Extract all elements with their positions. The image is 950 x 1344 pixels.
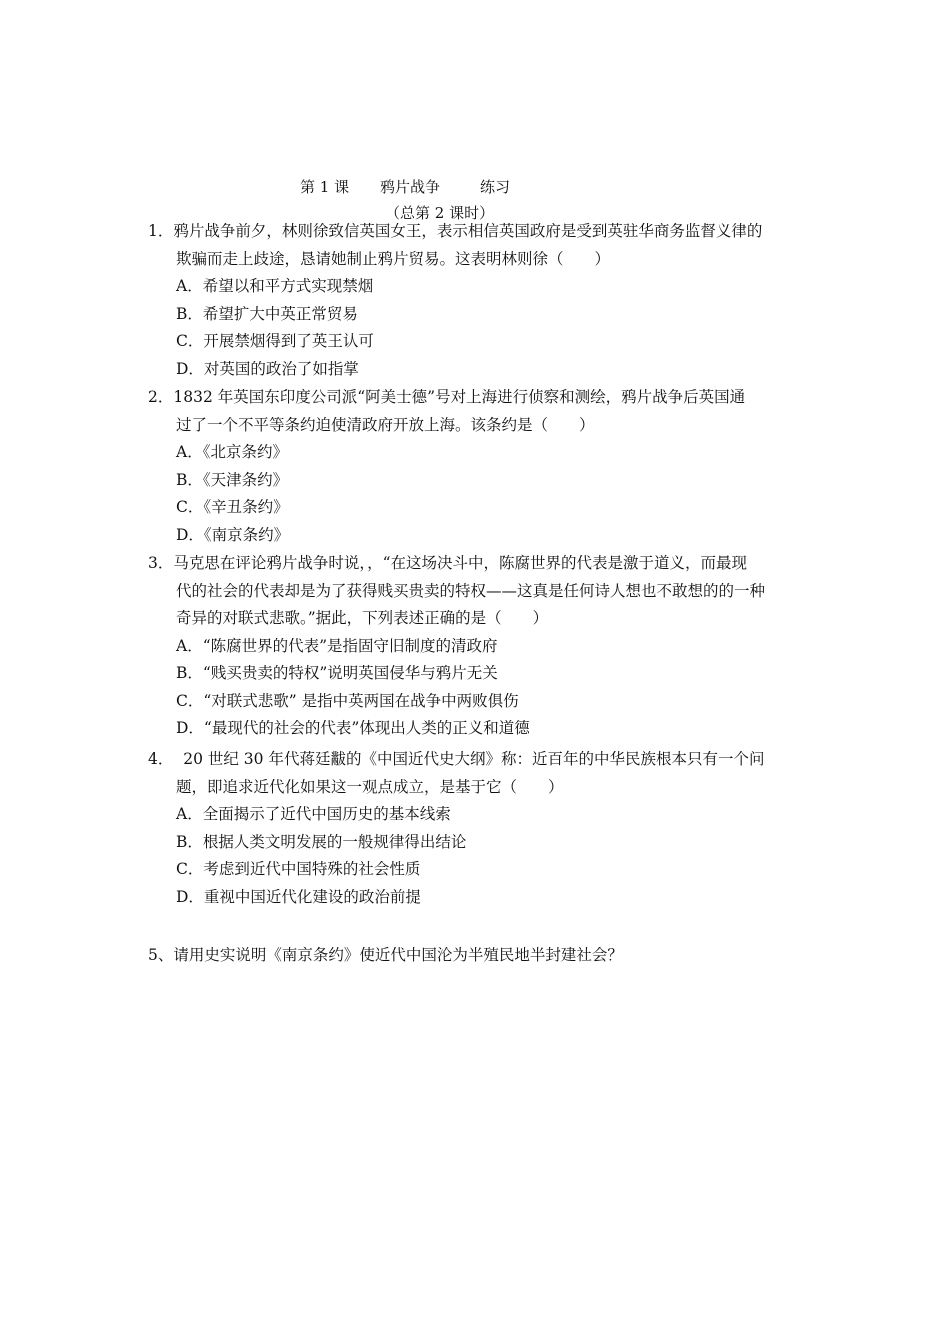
question-4 [148, 746, 818, 911]
question-4-stem: 4． 20 世纪 30 年代蒋廷黻的《中国近代史大纲》称：近百年的中华民族根本只有一个问 [148, 750, 765, 768]
option-b: B．《天津条约》 [176, 470, 289, 489]
question-3-stem-cont-2: 奇异的对联式悲歌。”据此，下列表述正确的是（ ） [176, 609, 549, 627]
question-1 [148, 218, 818, 383]
lesson-type: 练习 [480, 178, 511, 196]
option-b: B．“贱买贵卖的特权”说明英国侵华与鸦片无关 [176, 664, 498, 682]
option-c: C．开展禁烟得到了英王认可 [176, 332, 374, 350]
question-5: 5、请用史实说明《南京条约》使近代中国沦为半殖民地半封建社会？ [148, 946, 623, 964]
option-c: C．“对联式悲歌” 是指中英两国在战争中两败俱伤 [176, 691, 519, 710]
question-2-stem: 2．1832 年英国东印度公司派“阿美士德”号对上海进行侦察和测绘，鸦片战争后英国通 [148, 388, 746, 406]
option-a: A．《北京条约》 [176, 443, 288, 461]
question-3-stem-cont: 代的社会的代表却是为了获得贱买贵卖的特权——这真是任何诗人想也不敢想的的一种 [176, 581, 766, 600]
option-a: A．全面揭示了近代中国历史的基本线索 [176, 805, 451, 823]
option-c: C．《辛丑条约》 [176, 498, 289, 516]
question-1-stem-cont: 欺骗而走上歧途，恳请她制止鸦片贸易。这表明林则徐（ ） [176, 249, 611, 268]
page-subtitle: （总第 2 课时） [385, 204, 495, 222]
question-1-stem: 1．鸦片战争前夕，林则徐致信英国女王，表示相信英国政府是受到英驻华商务监督义律的 [148, 222, 763, 240]
option-c: C．考虑到近代中国特殊的社会性质 [176, 860, 421, 878]
lesson-topic: 鸦片战争 [380, 178, 441, 196]
option-b: B．希望扩大中英正常贸易 [176, 304, 358, 323]
question-3 [148, 550, 818, 743]
question-2-stem-cont: 过了一个不平等条约迫使清政府开放上海。该条约是（ ） [176, 415, 595, 434]
option-a: A．希望以和平方式实现禁烟 [176, 277, 374, 295]
option-d: D．对英国的政治了如指掌 [176, 359, 359, 378]
lesson-number: 第 1 课 [300, 178, 350, 196]
option-a: A．“陈腐世界的代表”是指固守旧制度的清政府 [176, 636, 498, 655]
question-3-stem: 3．马克思在评论鸦片战争时说，，“在这场决斗中，陈腐世界的代表是激于道义，而最现 [148, 554, 748, 572]
option-d: D．《南京条约》 [176, 525, 290, 544]
page-title [300, 176, 510, 197]
option-d: D．“最现代的社会的代表”体现出人类的正义和道德 [176, 719, 530, 737]
option-b: B．根据人类文明发展的一般规律得出结论 [176, 832, 467, 851]
question-2 [148, 384, 818, 549]
question-4-stem-cont: 题，即追求近代化如果这一观点成立，是基于它（ ） [176, 777, 564, 796]
option-d: D．重视中国近代化建设的政治前提 [176, 887, 421, 906]
